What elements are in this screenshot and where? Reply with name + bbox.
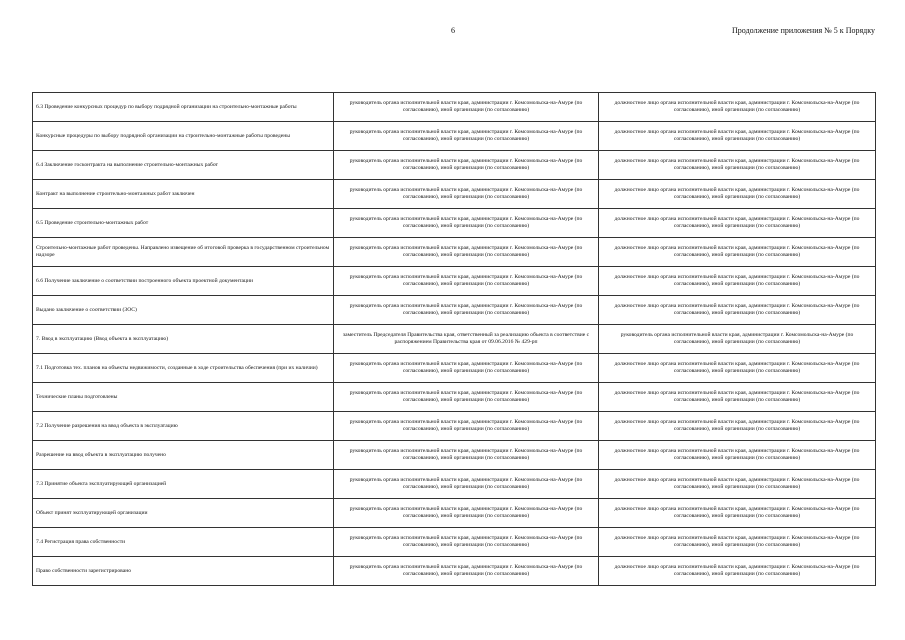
page-number: 6 <box>451 26 455 35</box>
table-row <box>33 93 876 122</box>
stage-cell: 6.6 Получение заключение о соответствии построенного объекта проектной документации <box>33 267 334 296</box>
stage-cell: Право собственности зарегистрировано <box>33 557 334 586</box>
table-row <box>33 209 876 238</box>
executor-cell: должностное лицо органа исполнительной власти края, администрации г. Комсомольска-на-Амуре (по согласованию), иной организации (по согласованию) <box>599 151 876 180</box>
table-row <box>33 180 876 209</box>
table-body <box>33 93 876 586</box>
responsible-cell: руководитель органа исполнительной власти края, администрации г. Комсомольска-на-Амуре (по согласованию), иной организации (по согласованию) <box>334 93 599 122</box>
responsible-cell: руководитель органа исполнительной власти края, администрации г. Комсомольска-на-Амуре (по согласованию), иной организации (по согласованию) <box>334 383 599 412</box>
responsible-cell: руководитель органа исполнительной власти края, администрации г. Комсомольска-на-Амуре (по согласованию), иной организации (по согласованию) <box>334 122 599 151</box>
table-row <box>33 238 876 267</box>
responsible-cell: руководитель органа исполнительной власти края, администрации г. Комсомольска-на-Амуре (по согласованию), иной организации (по согласованию) <box>334 557 599 586</box>
stage-cell: 7. Ввод в эксплуатацию (Ввод объекта в эксплуатацию) <box>33 325 334 354</box>
stage-cell: 6.4 Заключение госконтракта на выполнение строительно-монтажных работ <box>33 151 334 180</box>
table-row <box>33 122 876 151</box>
table-row <box>33 441 876 470</box>
stage-cell: 7.2 Получение разрешения на ввод объекта в эксплуатацию <box>33 412 334 441</box>
executor-cell: должностное лицо органа исполнительной власти края, администрации г. Комсомольска-на-Амуре (по согласованию), иной организации (по согласованию) <box>599 557 876 586</box>
table-row <box>33 528 876 557</box>
responsible-cell: руководитель органа исполнительной власти края, администрации г. Комсомольска-на-Амуре (по согласованию), иной организации (по согласованию) <box>334 267 599 296</box>
responsible-cell: руководитель органа исполнительной власти края, администрации г. Комсомольска-на-Амуре (по согласованию), иной организации (по согласованию) <box>334 412 599 441</box>
table-row <box>33 267 876 296</box>
stage-cell: Выдано заключение о соответствии (ЗОС) <box>33 296 334 325</box>
executor-cell: должностное лицо органа исполнительной власти края, администрации г. Комсомольска-на-Амуре (по согласованию), иной организации (по согласованию) <box>599 122 876 151</box>
table-row <box>33 470 876 499</box>
executor-cell: должностное лицо органа исполнительной власти края, администрации г. Комсомольска-на-Амуре (по согласованию), иной организации (по согласованию) <box>599 296 876 325</box>
stage-cell: Конкурсные процедуры по выбору подрядной организации на строительно-монтажные работы проведены <box>33 122 334 151</box>
responsible-cell: руководитель органа исполнительной власти края, администрации г. Комсомольска-на-Амуре (по согласованию), иной организации (по согласованию) <box>334 238 599 267</box>
responsible-cell: руководитель органа исполнительной власти края, администрации г. Комсомольска-на-Амуре (по согласованию), иной организации (по согласованию) <box>334 296 599 325</box>
table-row <box>33 557 876 586</box>
responsible-cell: руководитель органа исполнительной власти края, администрации г. Комсомольска-на-Амуре (по согласованию), иной организации (по согласованию) <box>334 470 599 499</box>
executor-cell: должностное лицо органа исполнительной власти края, администрации г. Комсомольска-на-Амуре (по согласованию), иной организации (по согласованию) <box>599 209 876 238</box>
stage-cell: Технические планы подготовлены <box>33 383 334 412</box>
responsible-cell: руководитель органа исполнительной власти края, администрации г. Комсомольска-на-Амуре (по согласованию), иной организации (по согласованию) <box>334 441 599 470</box>
executor-cell: должностное лицо органа исполнительной власти края, администрации г. Комсомольска-на-Амуре (по согласованию), иной организации (по согласованию) <box>599 470 876 499</box>
responsible-cell: заместитель Председателя Правительства края, ответственный за реализацию объекта в соответствие с распоряжением Правительства края от 09.06.2016 № 429-рп <box>334 325 599 354</box>
table-row <box>33 325 876 354</box>
table-row <box>33 383 876 412</box>
executor-cell: должностное лицо органа исполнительной власти края, администрации г. Комсомольска-на-Амуре (по согласованию), иной организации (по согласованию) <box>599 93 876 122</box>
executor-cell: должностное лицо органа исполнительной власти края, администрации г. Комсомольска-на-Амуре (по согласованию), иной организации (по согласованию) <box>599 412 876 441</box>
procedure-table <box>32 92 876 586</box>
stage-cell: 7.4 Регистрация права собственности <box>33 528 334 557</box>
stage-cell: 7.3 Принятие объекта эксплуатирующей организацией <box>33 470 334 499</box>
responsible-cell: руководитель органа исполнительной власти края, администрации г. Комсомольска-на-Амуре (по согласованию), иной организации (по согласованию) <box>334 354 599 383</box>
stage-cell: Контракт на выполнение строительно-монтажных работ заключен <box>33 180 334 209</box>
stage-cell: 6.5 Проведение строительно-монтажных работ <box>33 209 334 238</box>
executor-cell: должностное лицо органа исполнительной власти края, администрации г. Комсомольска-на-Амуре (по согласованию), иной организации (по согласованию) <box>599 383 876 412</box>
executor-cell: должностное лицо органа исполнительной власти края, администрации г. Комсомольска-на-Амуре (по согласованию), иной организации (по согласованию) <box>599 267 876 296</box>
stage-cell: Строительно-монтажные работ проведены. Направлено извещение об итоговой проверка в государственном строительном надзоре <box>33 238 334 267</box>
executor-cell: руководитель органа исполнительной власти края, администрации г. Комсомольска-на-Амуре (по согласованию), иной организации (по согласованию) <box>599 325 876 354</box>
table-row <box>33 499 876 528</box>
executor-cell: должностное лицо органа исполнительной власти края, администрации г. Комсомольска-на-Амуре (по согласованию), иной организации (по согласованию) <box>599 499 876 528</box>
stage-cell: Разрешение на ввод объекта в эксплуатацию получено <box>33 441 334 470</box>
stage-cell: Объект принят эксплуатирующей организации <box>33 499 334 528</box>
executor-cell: должностное лицо органа исполнительной власти края, администрации г. Комсомольска-на-Амуре (по согласованию), иной организации (по согласованию) <box>599 354 876 383</box>
responsible-cell: руководитель органа исполнительной власти края, администрации г. Комсомольска-на-Амуре (по согласованию), иной организации (по согласованию) <box>334 209 599 238</box>
table-row <box>33 296 876 325</box>
responsible-cell: руководитель органа исполнительной власти края, администрации г. Комсомольска-на-Амуре (по согласованию), иной организации (по согласованию) <box>334 180 599 209</box>
table-row <box>33 412 876 441</box>
table-row <box>33 151 876 180</box>
executor-cell: должностное лицо органа исполнительной власти края, администрации г. Комсомольска-на-Амуре (по согласованию), иной организации (по согласованию) <box>599 180 876 209</box>
executor-cell: должностное лицо органа исполнительной власти края, администрации г. Комсомольска-на-Амуре (по согласованию), иной организации (по согласованию) <box>599 528 876 557</box>
responsible-cell: руководитель органа исполнительной власти края, администрации г. Комсомольска-на-Амуре (по согласованию), иной организации (по согласованию) <box>334 499 599 528</box>
table-row <box>33 354 876 383</box>
appendix-caption: Продолжение приложения № 5 к Порядку <box>732 26 875 35</box>
executor-cell: должностное лицо органа исполнительной власти края, администрации г. Комсомольска-на-Амуре (по согласованию), иной организации (по согласованию) <box>599 441 876 470</box>
responsible-cell: руководитель органа исполнительной власти края, администрации г. Комсомольска-на-Амуре (по согласованию), иной организации (по согласованию) <box>334 151 599 180</box>
responsible-cell: руководитель органа исполнительной власти края, администрации г. Комсомольска-на-Амуре (по согласованию), иной организации (по согласованию) <box>334 528 599 557</box>
stage-cell: 6.3 Проведение конкурсных процедур по выбору подрядной организации на строительно-монтажные работы <box>33 93 334 122</box>
executor-cell: должностное лицо органа исполнительной власти края, администрации г. Комсомольска-на-Амуре (по согласованию), иной организации (по согласованию) <box>599 238 876 267</box>
stage-cell: 7.1 Подготовка тех. планов на объекты недвижимости, созданные в ходе строительства обеспечения (при их наличии) <box>33 354 334 383</box>
